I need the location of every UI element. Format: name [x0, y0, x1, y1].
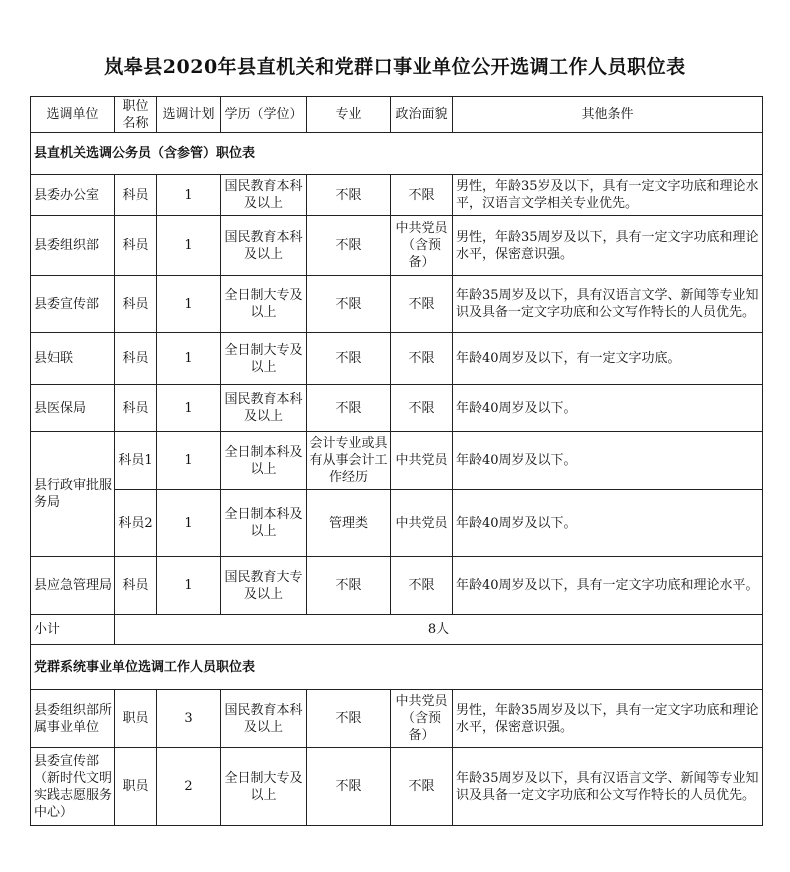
cell-unit: 县委宣传部 [31, 276, 115, 333]
subtotal-label: 小计 [31, 615, 115, 645]
cell-other: 年龄35周岁及以下，具有汉语言文学、新闻等专业知识及具备一定文字功底和公文写作特长的人员优先。 [453, 748, 763, 826]
cell-other: 男性，年龄35周岁及以下，具有一定文字功底和理论水平，保密意识强。 [453, 216, 763, 276]
cell-other: 年龄40周岁及以下，具有一定文字功底和理论水平。 [453, 557, 763, 615]
header-other: 其他条件 [453, 97, 763, 133]
cell-plan: 1 [157, 432, 221, 490]
cell-position: 职员 [115, 748, 157, 826]
cell-other: 男性，年龄35周岁及以下，具有一定文字功底和理论水平，保密意识强。 [453, 690, 763, 748]
cell-education: 全日制大专及以上 [221, 748, 307, 826]
cell-other: 年龄40周岁及以下。 [453, 385, 763, 432]
cell-unit: 县医保局 [31, 385, 115, 432]
subtotal-value: 8人 [115, 615, 763, 645]
cell-plan: 3 [157, 690, 221, 748]
cell-plan: 1 [157, 216, 221, 276]
cell-political: 中共党员（含预备） [391, 690, 453, 748]
cell-position: 科员 [115, 175, 157, 216]
cell-plan: 1 [157, 490, 221, 557]
cell-position: 科员 [115, 385, 157, 432]
cell-other: 年龄40周岁及以下。 [453, 490, 763, 557]
header-education: 学历（学位） [221, 97, 307, 133]
cell-plan: 1 [157, 276, 221, 333]
cell-political: 不限 [391, 276, 453, 333]
cell-major: 不限 [307, 216, 391, 276]
cell-position: 科员 [115, 216, 157, 276]
cell-major: 不限 [307, 690, 391, 748]
cell-unit: 县委办公室 [31, 175, 115, 216]
cell-major: 不限 [307, 333, 391, 385]
cell-plan: 2 [157, 748, 221, 826]
header-position: 职位名称 [115, 97, 157, 133]
cell-other: 年龄40周岁及以下，有一定文字功底。 [453, 333, 763, 385]
cell-position: 科员 [115, 333, 157, 385]
cell-major: 不限 [307, 748, 391, 826]
cell-education: 国民教育本科及以上 [221, 690, 307, 748]
cell-major: 不限 [307, 385, 391, 432]
cell-position: 科员 [115, 276, 157, 333]
table-header-row [31, 97, 763, 133]
table-row [31, 175, 763, 216]
cell-education: 全日制本科及以上 [221, 490, 307, 557]
page-title: 岚皋县2020年县直机关和党群口事业单位公开选调工作人员职位表 [104, 56, 686, 78]
cell-unit: 县委组织部所属事业单位 [31, 690, 115, 748]
cell-unit: 县应急管理局 [31, 557, 115, 615]
subtotal-row [31, 615, 763, 645]
cell-political: 不限 [391, 175, 453, 216]
section-row [31, 645, 763, 690]
cell-other: 年龄40周岁及以下。 [453, 432, 763, 490]
cell-education: 国民教育本科及以上 [221, 385, 307, 432]
table-row [31, 333, 763, 385]
table-row [31, 490, 763, 557]
cell-education: 国民教育大专及以上 [221, 557, 307, 615]
cell-political: 中共党员 [391, 432, 453, 490]
cell-other: 男性，年龄35岁及以下，具有一定文字功底和理论水平，汉语言文学相关专业优先。 [453, 175, 763, 216]
header-plan: 选调计划 [157, 97, 221, 133]
cell-education: 国民教育本科及以上 [221, 216, 307, 276]
section-row [31, 133, 763, 175]
cell-political: 不限 [391, 557, 453, 615]
cell-major: 管理类 [307, 490, 391, 557]
cell-plan: 1 [157, 385, 221, 432]
cell-position: 科员2 [115, 490, 157, 557]
cell-plan: 1 [157, 557, 221, 615]
cell-major: 不限 [307, 557, 391, 615]
cell-major: 会计专业或具有从事会计工作经历 [307, 432, 391, 490]
section-title: 县直机关选调公务员（含参管）职位表 [31, 133, 763, 175]
table-row [31, 432, 763, 490]
header-unit: 选调单位 [31, 97, 115, 133]
cell-political: 不限 [391, 333, 453, 385]
cell-political: 中共党员 [391, 490, 453, 557]
cell-political: 不限 [391, 385, 453, 432]
table-row [31, 557, 763, 615]
cell-other: 年龄35周岁及以下，具有汉语言文学、新闻等专业知识及具备一定文字功底和公文写作特长的人员优先。 [453, 276, 763, 333]
cell-political: 中共党员（含预备） [391, 216, 453, 276]
cell-major: 不限 [307, 276, 391, 333]
cell-unit: 县行政审批服务局 [31, 432, 115, 557]
cell-plan: 1 [157, 175, 221, 216]
cell-education: 全日制本科及以上 [221, 432, 307, 490]
cell-unit: 县委组织部 [31, 216, 115, 276]
cell-plan: 1 [157, 333, 221, 385]
cell-unit: 县委宣传部（新时代文明实践志愿服务中心） [31, 748, 115, 826]
cell-education: 全日制大专及以上 [221, 333, 307, 385]
cell-position: 科员1 [115, 432, 157, 490]
cell-position: 科员 [115, 557, 157, 615]
section-title: 党群系统事业单位选调工作人员职位表 [31, 645, 763, 690]
cell-unit: 县妇联 [31, 333, 115, 385]
cell-education: 全日制大专及以上 [221, 276, 307, 333]
table-row [31, 690, 763, 748]
table-row [31, 385, 763, 432]
cell-position: 职员 [115, 690, 157, 748]
header-major: 专业 [307, 97, 391, 133]
table-row [31, 216, 763, 276]
cell-education: 国民教育本科及以上 [221, 175, 307, 216]
header-political: 政治面貌 [391, 97, 453, 133]
table-row [31, 276, 763, 333]
cell-political: 不限 [391, 748, 453, 826]
position-table [30, 96, 763, 826]
table-row [31, 748, 763, 826]
cell-major: 不限 [307, 175, 391, 216]
